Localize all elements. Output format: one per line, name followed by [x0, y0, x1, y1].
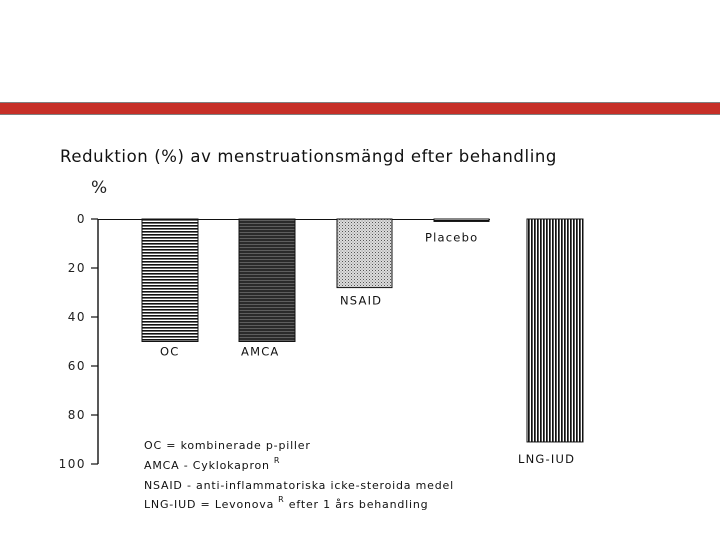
bar-oc	[142, 219, 198, 342]
legend-abbr: NSAID	[144, 479, 183, 492]
y-axis-ticks	[59, 212, 98, 471]
legend-abbr: LNG-IUD	[144, 498, 197, 511]
bar-placebo	[434, 219, 489, 221]
y-tick-label: 20	[67, 261, 86, 275]
legend-separator: -	[179, 459, 193, 472]
y-tick-label: 0	[76, 212, 86, 226]
legend-abbr: OC	[144, 439, 162, 452]
bar-nsaid	[337, 219, 392, 288]
legend-separator: =	[196, 498, 215, 511]
legend-separator: =	[161, 439, 181, 452]
y-tick-label: 60	[67, 359, 86, 373]
chart-title: Reduktion (%) av menstruationsmängd efter behandling	[60, 147, 558, 166]
legend-abbr: AMCA	[144, 459, 180, 472]
category-label-nsaid: NSAID	[340, 293, 383, 308]
legend-description-suffix: efter 1 års behandling	[284, 498, 429, 511]
category-label-oc: OC	[160, 344, 180, 359]
legend	[144, 439, 454, 511]
legend-description: kombinerade p-piller	[180, 439, 311, 452]
y-tick-label: 80	[67, 408, 86, 422]
legend-entry-amca	[144, 456, 280, 472]
legend-registered-mark: R	[273, 456, 281, 465]
category-label-lng-iud: LNG-IUD	[518, 451, 576, 466]
y-tick-label: 40	[67, 310, 86, 324]
y-tick-label: 100	[58, 457, 86, 471]
category-label-placebo: Placebo	[425, 230, 479, 245]
legend-entry-nsaid	[144, 479, 454, 492]
category-label-amca: AMCA	[241, 344, 280, 359]
bar-lng-iud	[527, 219, 583, 442]
legend-entry-oc	[144, 439, 311, 452]
legend-description: anti-inflammatoriska icke-steroida medel	[196, 479, 454, 492]
bar-amca	[239, 219, 295, 342]
y-axis-unit-label: %	[91, 178, 108, 198]
legend-description: Levonova	[214, 498, 275, 511]
legend-entry-lng-iud	[144, 495, 428, 511]
legend-registered-mark: R	[278, 495, 285, 504]
bars	[142, 219, 583, 442]
legend-separator: -	[182, 479, 197, 492]
legend-description: Cyklokapron	[192, 459, 270, 472]
